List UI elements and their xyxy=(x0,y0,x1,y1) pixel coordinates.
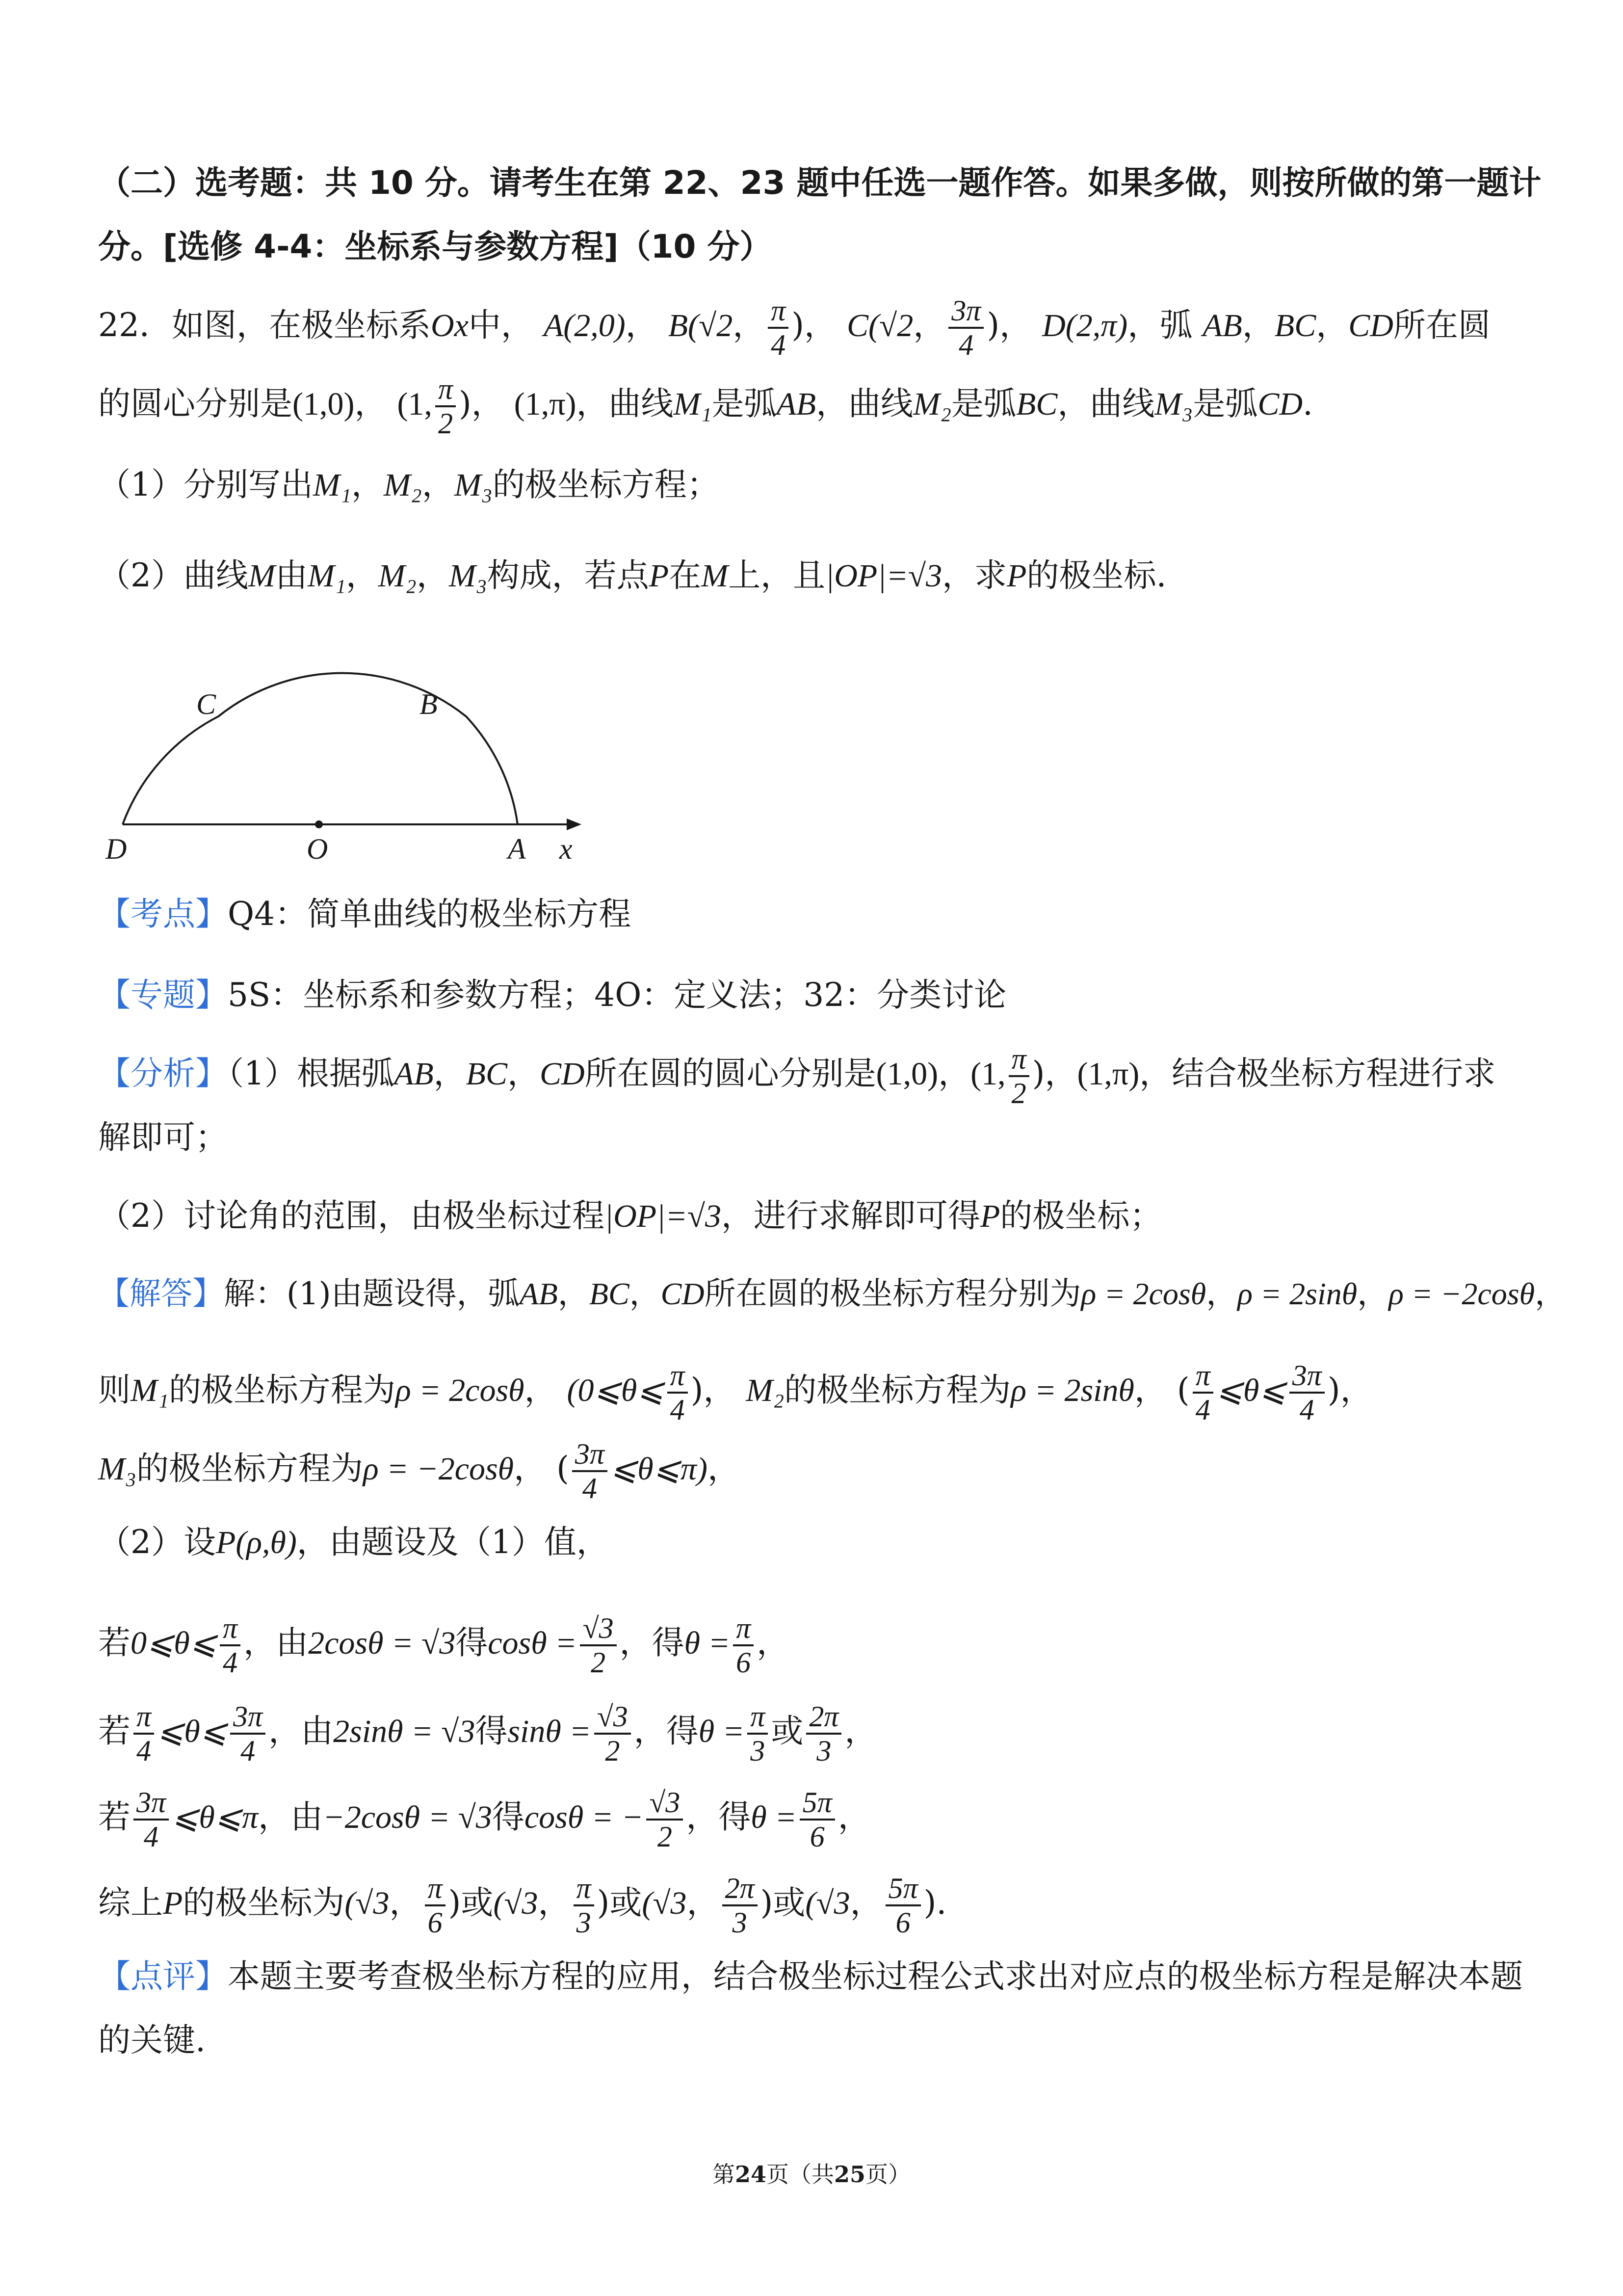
text: ，由 xyxy=(268,1712,334,1750)
fraction xyxy=(722,1872,758,1939)
jieda-line-1: 【解答】解：(1)由题设得，弧AB，BC，CD所在圆的极坐标方程分别为ρ = 2cosθ，ρ = 2sinθ，ρ = −2cosθ， xyxy=(98,1276,1567,1312)
fraction xyxy=(230,1700,265,1767)
curve-M3: M₃ xyxy=(454,467,493,503)
denominator: 2 xyxy=(605,1735,620,1767)
denominator: 6 xyxy=(895,1906,911,1939)
denominator: 6 xyxy=(427,1906,443,1939)
point-B: B(√2 xyxy=(668,308,733,343)
arc-CD: CD xyxy=(1257,386,1303,422)
denominator: 3 xyxy=(576,1906,591,1939)
range-3: ⩽θ⩽π) xyxy=(610,1451,707,1487)
text: （2）讨论角的范围，由极坐标过程 xyxy=(98,1197,604,1235)
arc-BC: BC xyxy=(1016,386,1058,422)
text: （2）设 xyxy=(98,1523,216,1561)
text: ，得 xyxy=(633,1712,699,1750)
coord: (√3 xyxy=(344,1885,390,1921)
polar-system: Ox xyxy=(430,308,469,343)
text: 的极坐标方程为 xyxy=(136,1450,363,1487)
text: 构成，若点 xyxy=(487,556,649,594)
curve-M3: M₃ xyxy=(448,558,487,594)
fenxi-line-1: 【分析】（1）根据弧AB，BC，CD所在圆的圆心分别是(1,0)，(1, $\frac{\pi}{2}$ )，(1,π)，结合极坐标方程进行求 xyxy=(98,1043,1496,1109)
case-2: 若 $\frac{\pi}{4}$ ⩽θ⩽ $\frac{3\pi}{4}$ ，由2sinθ = √3得sinθ = $\frac{√3}{2}$ ，得θ = $\frac{\pi}{3}$ 或 $\frac{2\pi}{3}$ ， xyxy=(98,1700,877,1767)
conclusion: 综上P的极坐标为(√3， $\frac{\pi}{6}$ )或(√3， $\frac{\pi}{3}$ )或(√3， $\frac{2\pi}{3}$ )或(√3， $\frac{5\pi}{6}$ ). xyxy=(98,1872,947,1939)
text: 的圆心分别是 xyxy=(98,385,292,422)
numerator: 3π xyxy=(230,1700,265,1735)
denominator: 4 xyxy=(582,1472,597,1504)
denominator: 4 xyxy=(136,1735,152,1767)
jieda-line-2: 则M₁的极坐标方程为ρ = 2cosθ， (0⩽θ⩽ $\frac{\pi}{4}$ )， M₂的极坐标方程为ρ = 2sinθ， ( $\frac{\pi}{4}$ ⩽θ⩽ $\frac{3\pi}{4}$ )， xyxy=(98,1359,1373,1426)
fraction xyxy=(1193,1359,1213,1426)
text: 得 xyxy=(455,1624,488,1662)
problem-number: 22． xyxy=(98,306,172,344)
numerator: π xyxy=(768,294,788,329)
fraction xyxy=(133,1786,169,1853)
text: 或 xyxy=(773,1884,806,1922)
curve-M xyxy=(123,673,518,824)
text: （1）根据弧 xyxy=(228,1055,394,1092)
text: 所在圆 xyxy=(1393,306,1491,344)
range: ⩽θ⩽π xyxy=(172,1799,259,1835)
curve-M1: M₁ xyxy=(131,1372,169,1408)
zhuanti-line xyxy=(98,976,1007,1014)
numerator: π xyxy=(1009,1043,1029,1077)
equation-3: ρ = −2cosθ xyxy=(1388,1276,1535,1311)
theta: θ = xyxy=(698,1714,745,1749)
text: 是弧 xyxy=(1193,385,1258,422)
text: 页（共 xyxy=(766,2161,834,2188)
dianping-line-2: 的关键. xyxy=(98,2021,206,2059)
page-number: 24 xyxy=(734,2161,766,2188)
dianping-line-1 xyxy=(98,1957,1523,1995)
op-condition: |OP|=√3 xyxy=(825,558,942,594)
equation-1: ρ = 2cosθ xyxy=(1081,1276,1206,1311)
fraction xyxy=(435,373,456,440)
curve-M: M xyxy=(248,558,275,594)
label-A: A xyxy=(508,833,526,864)
text: 上，且 xyxy=(728,556,826,594)
jieda-tag: 【解答】 xyxy=(98,1276,224,1312)
fraction xyxy=(800,1786,835,1853)
equation-2: ρ = 2sinθ xyxy=(1011,1372,1134,1408)
center-2: (1, xyxy=(970,1056,1006,1092)
numerator: π xyxy=(425,1872,445,1906)
arc-figure xyxy=(98,628,589,864)
text: ，弧 xyxy=(1127,306,1193,344)
section-header-line2: 分。[选修 4-4：坐标系与参数方程]（10 分） xyxy=(98,228,772,265)
text: 解：(1)由题设得，弧 xyxy=(224,1276,520,1312)
numerator: 2π xyxy=(806,1700,841,1735)
text: ，结合极坐标方程进行求 xyxy=(1139,1055,1496,1092)
page-footer xyxy=(0,2157,1623,2189)
arc-AB: AB xyxy=(776,386,816,422)
denominator: 4 xyxy=(1299,1394,1314,1426)
curve-M2: M₂ xyxy=(746,1372,785,1408)
label-C: C xyxy=(196,688,216,720)
range: ⩽θ⩽ xyxy=(157,1714,228,1749)
text: ，曲线 xyxy=(576,385,674,422)
center-3: (1,π) xyxy=(1077,1056,1140,1092)
fraction xyxy=(580,1612,617,1679)
curve-M2: M₂ xyxy=(378,558,417,594)
numerator: π xyxy=(733,1612,754,1646)
question-2: （2）曲线M由M₁，M₂，M₃构成，若点P在M上，且|OP|=√3，求P的极坐标. xyxy=(98,556,1167,594)
fraction xyxy=(646,1786,683,1853)
text: 所在圆的极坐标方程分别为 xyxy=(704,1276,1081,1312)
text: 的极坐标. xyxy=(1026,556,1167,594)
text: 是弧 xyxy=(951,385,1017,422)
theta: θ = xyxy=(751,1799,797,1835)
fraction xyxy=(768,294,788,361)
text: 得 xyxy=(492,1798,524,1836)
text: 第 xyxy=(712,2161,735,2188)
numerator: 3π xyxy=(948,294,984,329)
curve-M: M xyxy=(701,558,729,594)
fraction xyxy=(806,1700,841,1767)
numerator: π xyxy=(133,1700,154,1735)
text: 的极坐标方程； xyxy=(492,466,719,503)
equation-2: ρ = 2sinθ xyxy=(1237,1276,1358,1311)
point-P: P xyxy=(163,1885,183,1921)
result: sinθ = xyxy=(507,1714,591,1749)
denominator: 4 xyxy=(223,1646,238,1679)
point-P: P xyxy=(649,558,669,594)
text: 是弧 xyxy=(711,385,777,422)
case-1: 若0⩽θ⩽ $\frac{\pi}{4}$ ，由2cosθ = √3得cosθ = $\frac{√3}{2}$ ，得θ = $\frac{\pi}{6}$ ， xyxy=(98,1612,789,1679)
denominator: 4 xyxy=(240,1735,256,1767)
numerator: √3 xyxy=(580,1612,617,1646)
problem-line-1: 22．如图，在极坐标系Ox中， A(2,0)， B(√2， $\frac{\pi}{4}$ )， C(√2， $\frac{3\pi}{4}$ )， D(2,π)，弧 AB，BC，CD所在圆 xyxy=(98,294,1491,361)
denominator: 3 xyxy=(750,1735,765,1767)
arc-BC: BC xyxy=(1274,308,1316,343)
range: 0⩽θ⩽ xyxy=(131,1625,217,1661)
text: 的极坐标为 xyxy=(183,1884,345,1922)
fraction xyxy=(572,1438,607,1504)
numerator: 3π xyxy=(572,1438,607,1472)
arc-AB: AB xyxy=(519,1276,558,1311)
coord: (√3 xyxy=(642,1885,687,1921)
center-2: (1, xyxy=(397,386,432,422)
numerator: π xyxy=(747,1700,768,1735)
zhuanti-text: 5S：坐标系和参数方程；4O：定义法；32：分类讨论 xyxy=(228,976,1007,1014)
question-1: （1）分别写出M₁，M₂，M₃的极坐标方程； xyxy=(98,466,719,503)
denominator: 4 xyxy=(959,329,974,361)
denominator: 4 xyxy=(1195,1394,1210,1426)
text: ，进行求解即可得 xyxy=(721,1197,981,1235)
denominator: 6 xyxy=(810,1821,825,1853)
denominator: 2 xyxy=(1011,1077,1026,1109)
equation-1: ρ = 2cosθ xyxy=(395,1372,524,1408)
curve-M1: M₁ xyxy=(307,558,346,594)
dianping-text: 本题主要考查极坐标方程的应用，结合极坐标过程公式求出对应点的极坐标方程是解决本题 xyxy=(228,1957,1523,1995)
result: cosθ = xyxy=(488,1625,577,1661)
point-A: A(2,0) xyxy=(543,308,626,343)
arc-CD: CD xyxy=(539,1056,585,1092)
total-pages: 25 xyxy=(834,2161,866,2188)
center-1: (1,0) xyxy=(292,386,355,422)
text: 得 xyxy=(475,1712,508,1750)
case-3: 若 $\frac{3\pi}{4}$ ⩽θ⩽π，由−2cosθ = √3得cosθ = − $\frac{√3}{2}$ ，得θ = $\frac{5\pi}{6}$ ， xyxy=(98,1786,870,1853)
text: 则 xyxy=(98,1371,131,1409)
text: ，由题设及（1）值， xyxy=(296,1523,609,1561)
equation: −2cosθ = √3 xyxy=(323,1799,492,1835)
curve-M3: M₃ xyxy=(98,1451,136,1487)
text: 的极坐标方程为 xyxy=(784,1371,1011,1409)
op-condition: |OP|=√3 xyxy=(604,1198,722,1234)
range-1: (0⩽θ⩽ xyxy=(567,1372,664,1408)
point-C: C(√2 xyxy=(847,308,914,343)
text: ，得 xyxy=(619,1624,684,1662)
fraction xyxy=(574,1872,594,1939)
numerator: 3π xyxy=(1289,1359,1325,1394)
part2-line xyxy=(98,1523,609,1561)
range-2: ⩽θ⩽ xyxy=(1216,1372,1286,1408)
text: 所在圆的圆心分别是 xyxy=(584,1055,876,1092)
denominator: 3 xyxy=(816,1735,832,1767)
text: ，求 xyxy=(942,556,1007,594)
fraction xyxy=(667,1359,688,1426)
numerator: π xyxy=(667,1359,688,1394)
text: 若 xyxy=(98,1798,131,1836)
arc-CD: CD xyxy=(1348,308,1393,343)
kaodian-text: Q4：简单曲线的极坐标方程 xyxy=(228,895,631,933)
text: 或 xyxy=(771,1712,804,1750)
numerator: √3 xyxy=(646,1786,683,1821)
equation-3: ρ = −2cosθ xyxy=(363,1451,514,1487)
text: 页） xyxy=(865,2161,911,2188)
fraction xyxy=(733,1612,754,1679)
fraction xyxy=(1009,1043,1029,1109)
label-x: x xyxy=(559,833,573,864)
arc-BC: BC xyxy=(589,1276,629,1311)
curve-M2: M₂ xyxy=(913,386,952,422)
arc-CD: CD xyxy=(660,1276,705,1311)
text: ，曲线 xyxy=(816,385,914,422)
coord: (√3 xyxy=(805,1885,850,1921)
arc-BC: BC xyxy=(466,1056,507,1092)
point-P: P xyxy=(980,1198,1000,1234)
fenxi-line-2 xyxy=(98,1197,1162,1235)
numerator: π xyxy=(435,373,456,407)
text: ，由 xyxy=(243,1624,309,1662)
point-P: P xyxy=(1007,558,1027,594)
problem-intro: 如图，在极坐标系 xyxy=(171,306,431,344)
fraction xyxy=(133,1700,154,1767)
problem-line-2: 的圆心分别是(1,0)， (1, $\frac{\pi}{2}$ )， (1,π)，曲线M₁是弧AB，曲线M₂是弧BC，曲线M₃是弧CD. xyxy=(98,373,1313,440)
text: 或 xyxy=(461,1884,494,1922)
result: cosθ = − xyxy=(524,1799,644,1835)
text: ，曲线 xyxy=(1057,385,1155,422)
text: 中， xyxy=(468,306,533,344)
denominator: 4 xyxy=(771,329,786,361)
numerator: π xyxy=(574,1872,594,1906)
arc-AB: AB xyxy=(394,1056,434,1092)
text: 若 xyxy=(98,1624,131,1662)
numerator: 2π xyxy=(722,1872,758,1906)
equation: 2cosθ = √3 xyxy=(308,1625,456,1661)
denominator: 2 xyxy=(591,1646,606,1679)
text: 由 xyxy=(275,556,308,594)
numerator: √3 xyxy=(594,1700,631,1735)
curve-M1: M₁ xyxy=(673,386,712,422)
text: ，得 xyxy=(686,1798,751,1836)
fenxi-line-1b: 解即可； xyxy=(98,1118,228,1156)
text: （2）曲线 xyxy=(98,556,248,594)
denominator: 4 xyxy=(144,1821,159,1853)
curve-M3: M₃ xyxy=(1154,386,1193,422)
numerator: 3π xyxy=(133,1786,169,1821)
curve-M1: M₁ xyxy=(313,467,351,503)
denominator: 6 xyxy=(736,1646,751,1679)
point-D: D(2,π) xyxy=(1042,308,1128,343)
text: 在 xyxy=(669,556,702,594)
section-header-line1: （二）选考题：共 10 分。请考生在第 22、23 题中任选一题作答。如果多做，则按所做的第一题计 xyxy=(98,164,1542,202)
fraction xyxy=(747,1700,768,1767)
dianping-tag: 【点评】 xyxy=(98,1957,228,1995)
arc-AB: AB xyxy=(1203,308,1242,343)
denominator: 2 xyxy=(657,1821,672,1853)
coord: (√3 xyxy=(493,1885,538,1921)
zhuanti-tag: 【专题】 xyxy=(98,976,228,1014)
text: 若 xyxy=(98,1712,131,1750)
curve-M2: M₂ xyxy=(383,467,422,503)
label-D: D xyxy=(105,833,127,864)
equation: 2sinθ = √3 xyxy=(333,1714,475,1749)
numerator: π xyxy=(1193,1359,1213,1394)
label-O: O xyxy=(307,833,328,864)
fraction xyxy=(220,1612,240,1679)
text: 的极坐标； xyxy=(1000,1197,1162,1235)
denominator: 4 xyxy=(670,1394,685,1426)
text: ，由 xyxy=(258,1798,323,1836)
text: 综上 xyxy=(98,1884,163,1922)
label-B: B xyxy=(419,688,438,720)
origin-dot xyxy=(315,820,323,828)
text: （1）分别写出 xyxy=(98,466,313,503)
theta: θ = xyxy=(684,1625,731,1661)
fraction xyxy=(886,1872,921,1939)
x-axis-arrow xyxy=(567,818,581,830)
fraction xyxy=(425,1872,445,1939)
denominator: 3 xyxy=(732,1906,747,1939)
fraction xyxy=(594,1700,631,1767)
kaodian-tag: 【考点】 xyxy=(98,895,228,933)
numerator: 5π xyxy=(886,1872,921,1906)
numerator: 5π xyxy=(800,1786,835,1821)
text: 的极坐标方程为 xyxy=(168,1371,395,1409)
point-P-polar: P(ρ,θ) xyxy=(216,1525,297,1560)
kaodian-line xyxy=(98,895,631,933)
denominator: 2 xyxy=(438,407,453,440)
fraction xyxy=(1289,1359,1325,1426)
fenxi-tag: 【分析】 xyxy=(98,1055,228,1092)
fraction xyxy=(948,294,984,361)
center-3: (1,π) xyxy=(514,386,576,422)
jieda-line-3: M₃的极坐标方程为ρ = −2cosθ， ( $\frac{3\pi}{4}$ ⩽θ⩽π)， xyxy=(98,1438,740,1504)
numerator: π xyxy=(220,1612,240,1646)
center-1: (1,0) xyxy=(876,1056,939,1092)
text: 或 xyxy=(609,1884,642,1922)
